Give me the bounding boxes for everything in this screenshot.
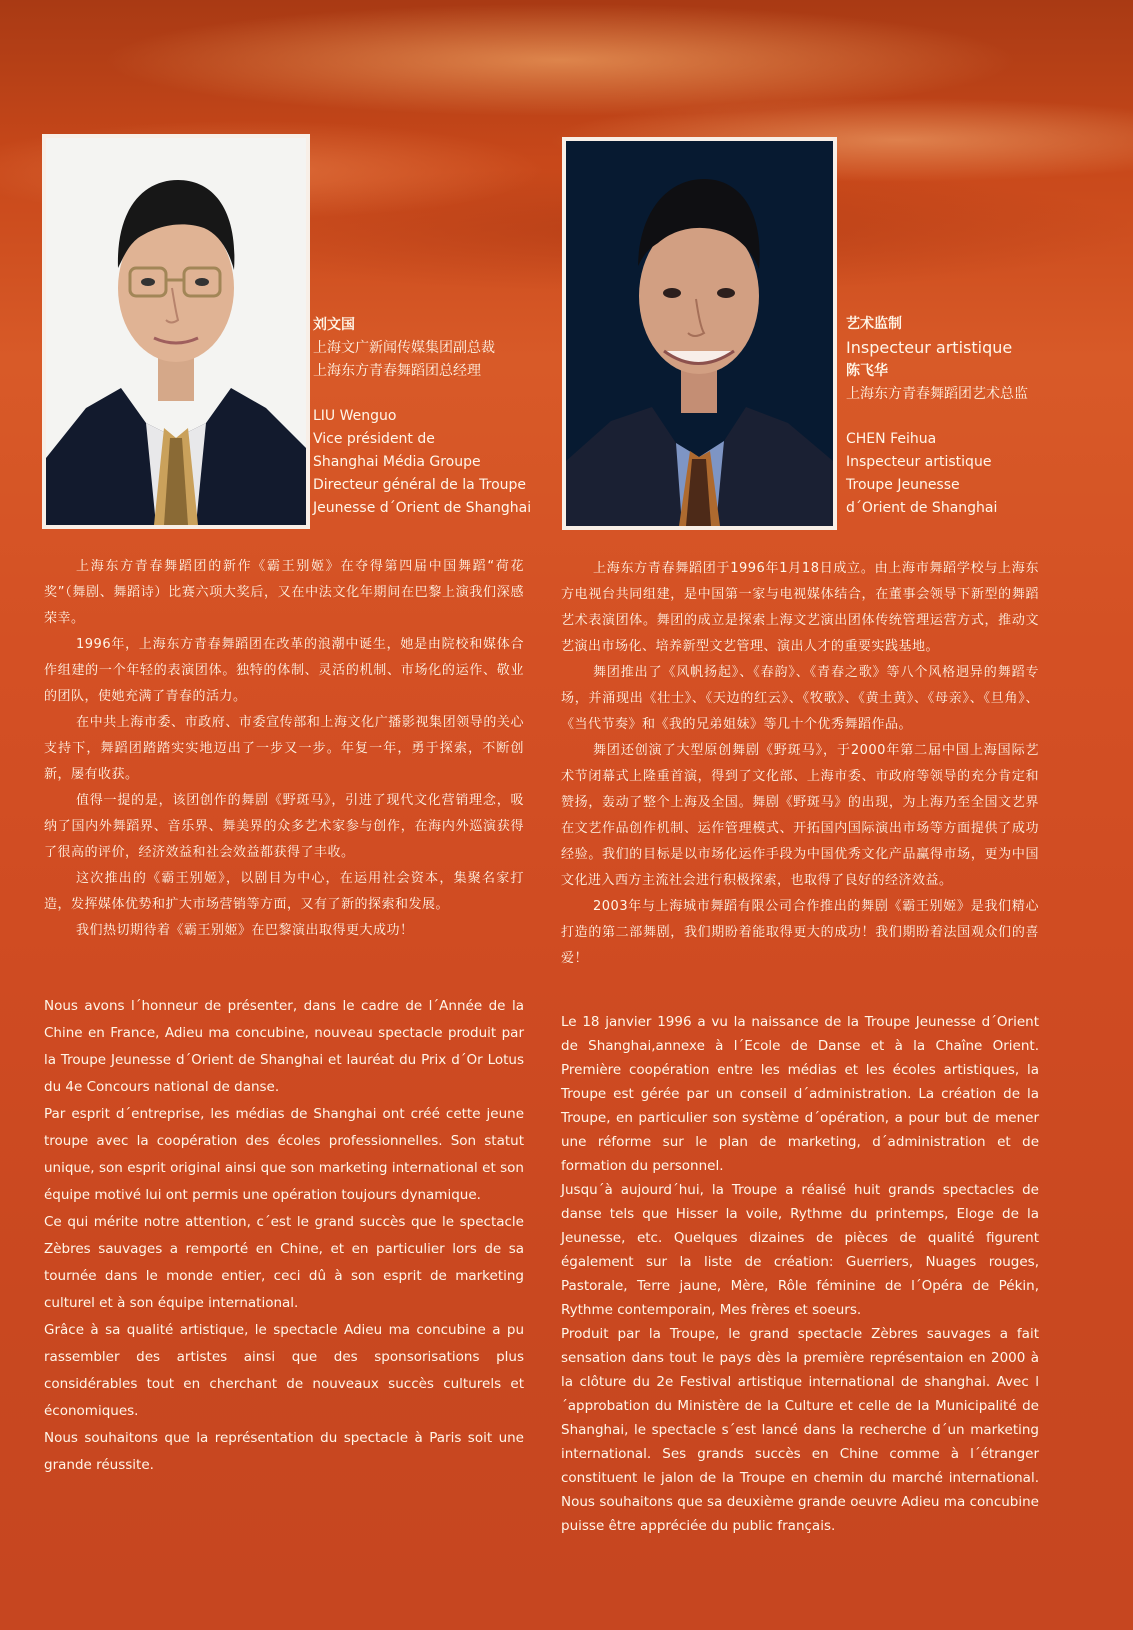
left-title-fr-4: Jeunesse d´Orient de Shanghai [313, 500, 532, 516]
right-french-text [561, 1010, 1039, 1538]
right-fr-paragraph-2: Jusqu´à aujourd´hui, la Troupe a réalisé huit grands spectacles de danse tels que Hisser la voile, Rythme du printemps, Eloge de la Jeunesse, etc. Quelques dizaines de pièces de qualité figurent également sur la liste de création: Guerriers, Nuages rouges, Pastorale, Terre jaune, Mère, Rôle féminine de l´Opéra de Pékin, Rythme contemporain, Mes frères et soeurs. [561, 1182, 1039, 1318]
left-title-fr-1: Vice président de [313, 431, 435, 447]
right-title-fr-2: Troupe Jeunesse [846, 477, 960, 493]
portrait-left-illustration [46, 138, 306, 525]
left-name-zh: 刘文国 [313, 317, 355, 333]
right-fr-paragraph-3: Produit par la Troupe, le grand spectacle Zèbres sauvages a fait sensation dans tout le pays dès la première représentaion en 2000 à la clôture du 2e Festival artistique international de shanghai. Avec l´approbation du Ministère de la Culture et celle de la Municipalité de Shanghai, le spectacle s´est lancé dans la recherche d´un marketing international. Ses grands succès en Chine comme à l´étranger constituent le jalon de la Troupe en chemin du marché international. Nous souhaitons que sa deuxième grande oeuvre Adieu ma concubine puisse être appréciée du public français. [561, 1326, 1039, 1534]
left-french-text [44, 993, 524, 1479]
right-title-fr-1: Inspecteur artistique [846, 454, 992, 470]
left-fr-paragraph-2: Par esprit d´entreprise, les médias de Shanghai ont créé cette jeune troupe avec la coopération des écoles professionnelles. Son statut unique, son esprit original ainsi que son marketing international et son équipe motivé lui ont permis une opération toujours dynamique. [44, 1106, 524, 1203]
right-fr-paragraph-1: Le 18 janvier 1996 a vu la naissance de la Troupe Jeunesse d´Orient de Shanghai,annexe à l´Ecole de Danse et à la Chaîne Orient. Première coopération entre les médias et les écoles artistiques, la Troupe est gérée par un conseil d´administration. La création de la Troupe, en particulier son système d´opération, a pour but de mener une réforme sur le plan de marketing, d´administration et de formation du personnel. [561, 1014, 1039, 1174]
portrait-photo-right [562, 137, 837, 530]
right-chinese-text [561, 556, 1039, 972]
left-title-fr-2: Shanghai Média Groupe [313, 454, 481, 470]
left-fr-paragraph-1: Nous avons l´honneur de présenter, dans le cadre de l´Année de la Chine en France, Adieu ma concubine, nouveau spectacle produit par la Troupe Jeunesse d´Orient de Shanghai et lauréat du Prix d´Or Lotus du 4e Concours national de danse. [44, 998, 524, 1095]
left-zh-paragraph-3: 在中共上海市委、市政府、市委宣传部和上海文化广播影视集团领导的关心支持下，舞蹈团踏踏实实地迈出了一步又一步。年复一年，勇于探索，不断创新，屡有收获。 [44, 715, 524, 782]
left-name-en: LIU Wenguo [313, 408, 397, 424]
left-zh-paragraph-2: 1996年，上海东方青春舞蹈团在改革的浪潮中诞生，她是由院校和媒体合作组建的一个年轻的表演团体。独特的体制、灵活的机制、市场化的运作、敬业的团队，使她充满了青春的活力。 [44, 637, 524, 704]
left-zh-paragraph-5: 这次推出的《霸王别姬》，以剧目为中心，在运用社会资本，集聚名家打造，发挥媒体优势和扩大市场营销等方面，又有了新的探索和发展。 [44, 871, 524, 912]
right-zh-paragraph-4: 2003年与上海城市舞蹈有限公司合作推出的舞剧《霸王别姬》是我们精心打造的第二部舞剧，我们期盼着能取得更大的成功！我们期盼着法国观众们的喜爱！ [561, 899, 1039, 966]
right-title-fr-3: d´Orient de Shanghai [846, 500, 998, 516]
left-title-zh-2: 上海东方青春舞蹈团总经理 [313, 363, 481, 379]
right-name-en: CHEN Feihua [846, 431, 937, 447]
left-caption [313, 314, 531, 520]
left-zh-paragraph-6: 我们热切期待着《霸王别姬》在巴黎演出取得更大成功！ [76, 923, 414, 938]
right-title-zh: 上海东方青春舞蹈团艺术总监 [846, 386, 1028, 402]
left-zh-paragraph-4: 值得一提的是，该团创作的舞剧《野斑马》，引进了现代文化营销理念，吸纳了国内外舞蹈界、音乐界、舞美界的众多艺术家参与创作，在海内外巡演获得了很高的评价，经济效益和社会效益都获得了丰收。 [44, 793, 524, 860]
right-zh-paragraph-1: 上海东方青春舞蹈团于1996年1月18日成立。由上海市舞蹈学校与上海东方电视台共同组建，是中国第一家与电视媒体结合，在董事会领导下新型的舞蹈艺术表演团体。舞团的成立是探索上海文艺演出团体传统管理运营方式，推动文艺演出市场化、培养新型文艺管理、演出人才的重要实践基地。 [561, 561, 1039, 654]
right-name-zh: 陈飞华 [846, 363, 888, 379]
left-fr-paragraph-3: Ce qui mérite notre attention, c´est le grand succès que le spectacle Zèbres sauvages a remporté en Chine, et en particulier lors de sa tournée dans le monde entier, ceci dû à son esprit de marketing culturel et à son équipe international. [44, 1214, 524, 1311]
left-title-fr-3: Directeur général de la Troupe [313, 477, 527, 493]
left-zh-paragraph-1: 上海东方青春舞蹈团的新作《霸王别姬》在夺得第四届中国舞蹈“荷花奖”（舞剧、舞蹈诗）比赛六项大奖后，又在中法文化年期间在巴黎上演我们深感荣幸。 [44, 559, 524, 626]
right-role-zh: 艺术监制 [846, 316, 902, 332]
right-zh-paragraph-2: 舞团推出了《风帆扬起》、《春韵》、《青春之歌》等八个风格迥异的舞蹈专场，并涌现出《壮士》、《天边的红云》、《牧歌》、《黄土黄》、《母亲》、《旦角》、《当代节奏》和《我的兄弟姐妹》等几十个优秀舞蹈作品。 [561, 665, 1039, 732]
left-title-zh-1: 上海文广新闻传媒集团副总裁 [313, 340, 495, 356]
left-fr-paragraph-5: Nous souhaitons que la représentation du spectacle à Paris soit une grande réussite. [44, 1430, 524, 1473]
right-caption [846, 313, 1028, 520]
portrait-right-illustration [566, 141, 833, 526]
right-role-fr: Inspecteur artistique [846, 338, 1013, 357]
left-chinese-text [44, 554, 524, 944]
right-zh-paragraph-3: 舞团还创演了大型原创舞剧《野斑马》，于2000年第二届中国上海国际艺术节闭幕式上隆重首演，得到了文化部、上海市委、市政府等领导的充分肯定和赞扬，轰动了整个上海及全国。舞剧《野斑马》的出现，为上海乃至全国文艺界在文艺作品创作机制、运作管理模式、开拓国内国际演出市场等方面提供了成功经验。我们的目标是以市场化运作手段为中国优秀文化产品赢得市场，更为中国文化进入西方主流社会进行积极探索，也取得了良好的经济效益。 [561, 743, 1039, 888]
portrait-photo-left [42, 134, 310, 529]
left-fr-paragraph-4: Grâce à sa qualité artistique, le spectacle Adieu ma concubine a pu rassembler des artistes ainsi que des sponsorisations plus considérables tout en cherchant de nouveaux succès culturels et économiques. [44, 1322, 524, 1419]
